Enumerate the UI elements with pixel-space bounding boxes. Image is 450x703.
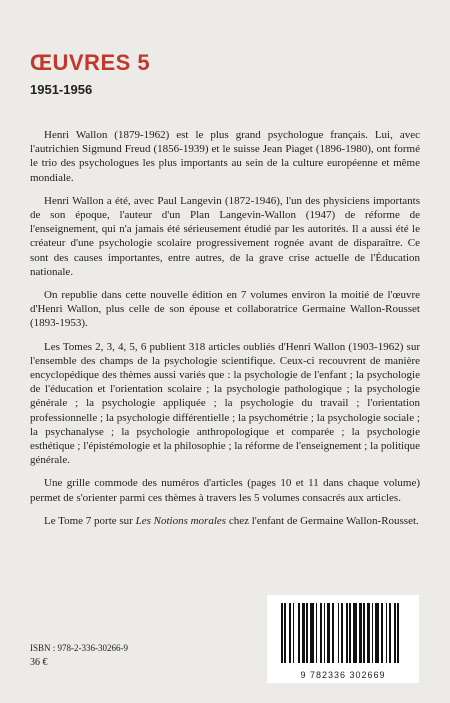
paragraph-6-start: Le Tome 7 porte sur bbox=[44, 514, 136, 527]
barcode-bar bbox=[310, 603, 314, 663]
barcode-bar bbox=[306, 603, 308, 663]
barcode-bar bbox=[359, 603, 362, 663]
barcode-bar bbox=[332, 603, 334, 663]
barcode-bar bbox=[284, 603, 286, 663]
price-label: 36 € bbox=[30, 657, 48, 668]
barcode-bar bbox=[281, 603, 283, 663]
barcode-bar bbox=[341, 603, 343, 663]
barcode-bars bbox=[267, 595, 419, 667]
barcode-bar bbox=[338, 603, 339, 663]
barcode bbox=[267, 595, 419, 683]
paragraph-5: Une grille commode des numéros d'articles (pages 10 et 11 dans chaque volume) permet de s'orienter parmi ces thèmes à travers les 5 volumes consacrés aux articles. bbox=[30, 477, 420, 504]
paragraph-2: Henri Wallon a été, avec Paul Langevin (1872-1946), l'un des physiciens importants de son époque, l'auteur d'un Plan Langevin-Wallon (1947) de réforme de l'enseignement, qui n'a jamais été sérieusement étudié par les autorités. Il a aussi été le créateur d'une psychologie scolaire progressivement rognée avant de disparaître. Ce sont des causes importantes, entre autres, de la grave crise actuelle de l'Éducation nationale. bbox=[30, 194, 420, 278]
barcode-bar bbox=[381, 603, 383, 663]
barcode-bar bbox=[375, 603, 379, 663]
barcode-bar bbox=[394, 603, 396, 663]
barcode-bar bbox=[302, 603, 305, 663]
paragraph-6-end: chez l'enfant de Germaine Wallon-Rousset. bbox=[226, 514, 419, 527]
isbn-label: ISBN : 978-2-336-30266-9 bbox=[30, 643, 128, 653]
barcode-bar bbox=[298, 603, 300, 663]
book-title: ŒUVRES 5 bbox=[30, 50, 151, 75]
barcode-bar bbox=[327, 603, 330, 663]
barcode-bar bbox=[320, 603, 322, 663]
paragraph-1: Henri Wallon (1879-1962) est le plus grand psychologue français. Lui, avec l'autrichien Sigmund Freud (1856-1939) et le suisse Jean Piaget (1896-1980), ont formé le trio des psychologues les plus importants au sein de la culture européenne et même mondiale. bbox=[30, 129, 420, 184]
paragraph-3: On republie dans cette nouvelle édition en 7 volumes environ la moitié de l'œuvre d'Henri Wallon, plus celle de son épouse et collaboratrice Germaine Wallon-Rousset (1893-1953). bbox=[30, 289, 420, 330]
paragraph-4: Les Tomes 2, 3, 4, 5, 6 publient 318 articles oubliés d'Henri Wallon (1903-1962) sur l'ensemble des champs de la psychologie scientifique. Ceux-ci recouvrent de manière encyclopédique des thèmes aussi variés que : la psychologie de l'enfant ; la psychologie de l'éducation et l'orientation scolaire ; la psychologie pathologique ; la psychologie générale ; la psychologie appliquée ; la psychologie du travail ; l'orientation professionnelle ; la psychologie différentielle ; la psychométrie ; la psychologie sociale ; la psychanalyse ; la psychologie anthropologique et comparée ; la psychologie esthétique ; l'épistémologie et la philosophie ; la réforme de l'enseignement ; la politique générale. bbox=[30, 340, 420, 467]
barcode-bar bbox=[397, 603, 399, 663]
book-years: 1951-1956 bbox=[30, 82, 93, 97]
barcode-bar bbox=[289, 603, 291, 663]
barcode-bar bbox=[346, 603, 348, 663]
barcode-digits: 9 782336 302669 bbox=[300, 670, 386, 680]
barcode-bar bbox=[386, 603, 387, 663]
barcode-bar bbox=[293, 603, 294, 663]
barcode-bar bbox=[389, 603, 391, 663]
barcode-bar bbox=[324, 603, 325, 663]
barcode-bar bbox=[367, 603, 370, 663]
barcode-bar bbox=[316, 603, 317, 663]
back-cover-text bbox=[30, 128, 420, 537]
barcode-bar bbox=[363, 603, 365, 663]
paragraph-6 bbox=[30, 514, 420, 528]
barcode-bar bbox=[353, 603, 357, 663]
barcode-bar bbox=[349, 603, 351, 663]
barcode-bar bbox=[372, 603, 373, 663]
book-reference: Les Notions morales bbox=[135, 514, 227, 527]
